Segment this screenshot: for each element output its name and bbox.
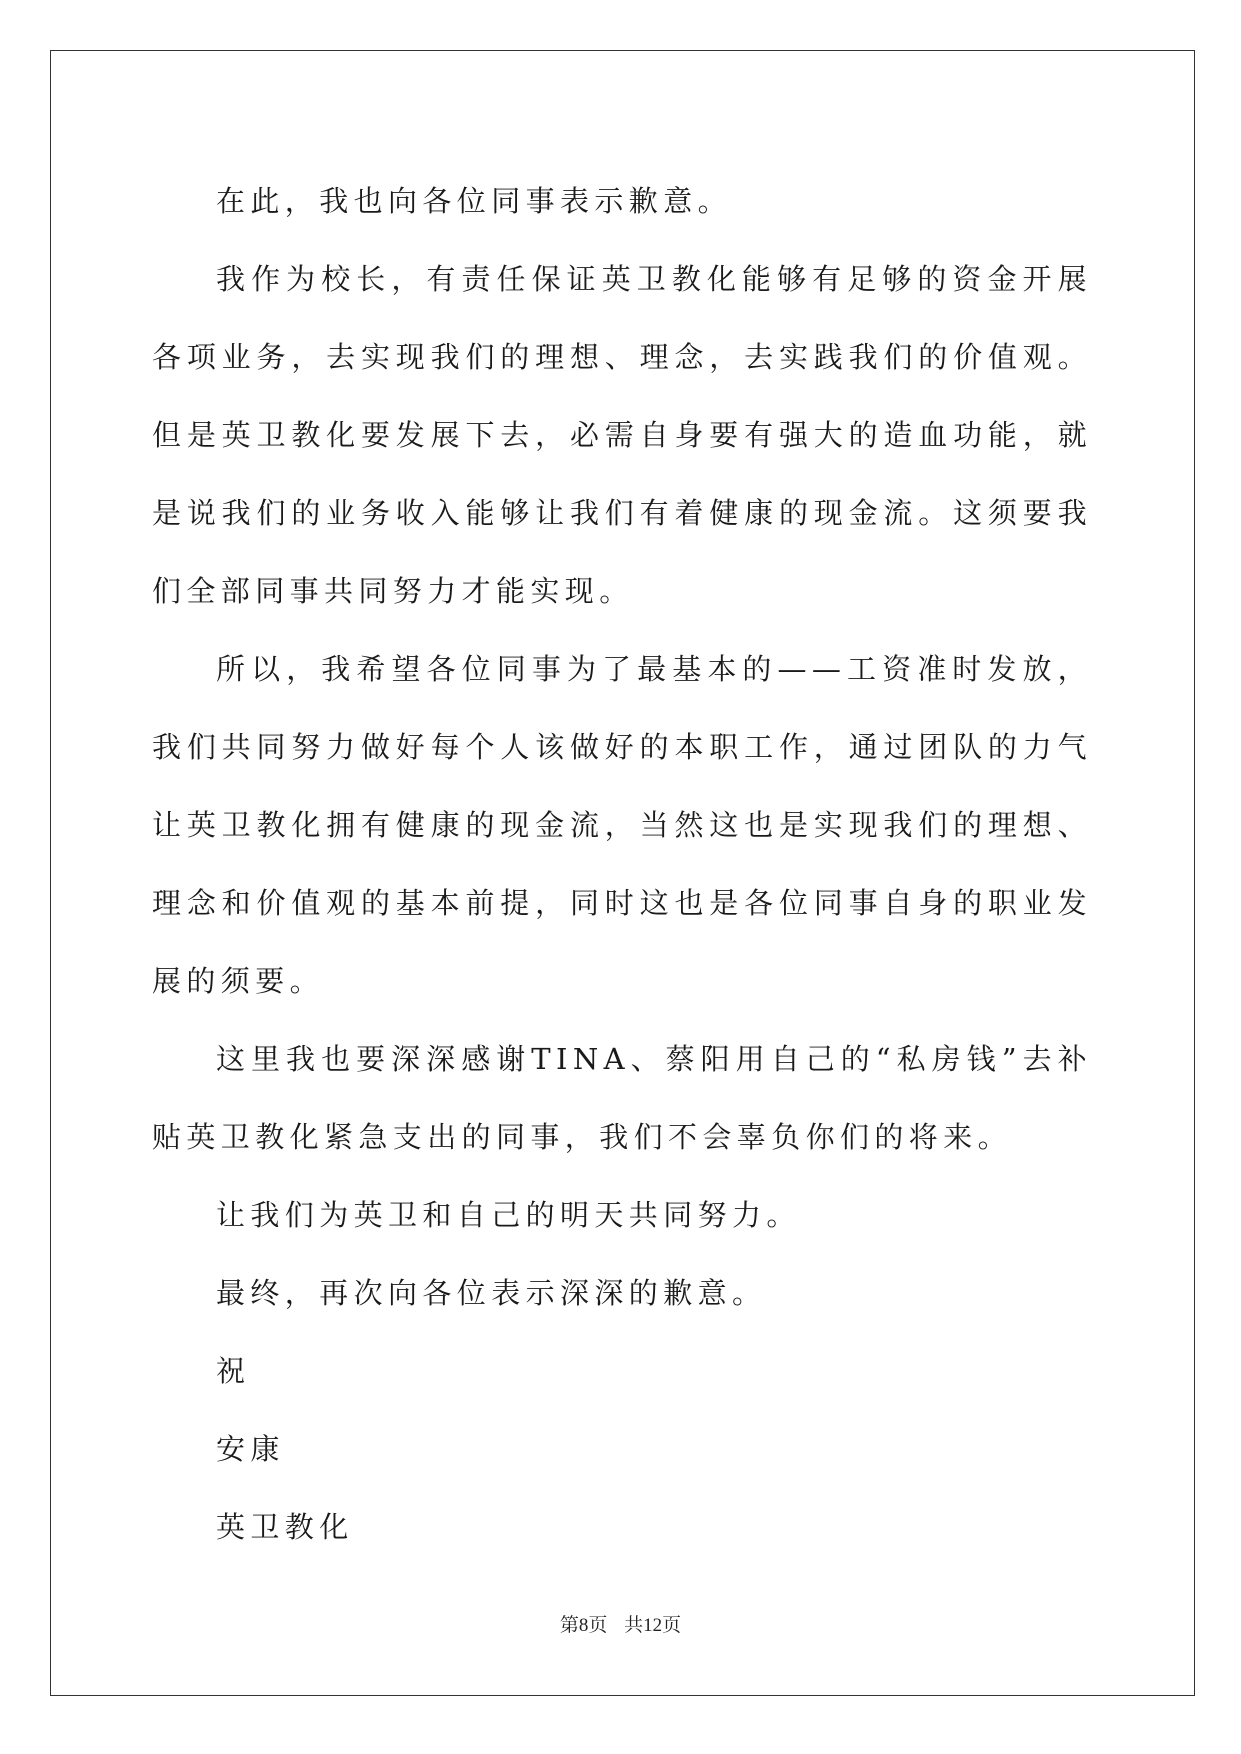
paragraph-apology: 在此，我也向各位同事表示歉意。 xyxy=(216,184,733,218)
closing-wish: 安康 xyxy=(216,1432,285,1466)
paragraph-together: 让我们为英卫和自己的明天共同努力。 xyxy=(216,1198,801,1232)
page-number-current: 第8页 xyxy=(559,1615,608,1636)
page-number-total: 共12页 xyxy=(624,1615,682,1636)
paragraph-thanks: 这里我也要深深感谢TINA、蔡阳用自己的“私房钱”去补贴英卫教化紧急支出的同事，我们不会辜负你们的将来。 xyxy=(152,1042,1092,1154)
letter-body xyxy=(152,162,1092,1566)
page-footer xyxy=(0,1610,1241,1637)
paragraph-hope: 所以，我希望各位同事为了最基本的——工资准时发放，我们共同努力做好每个人该做好的本职工作，通过团队的力气让英卫教化拥有健康的现金流，当然这也是实现我们的理想、理念和价值观的基本前提，同时这也是各位同事自身的职业发展的须要。 xyxy=(152,652,1092,998)
signature: 英卫教化 xyxy=(216,1510,354,1544)
paragraph-funding: 我作为校长，有责任保证英卫教化能够有足够的资金开展各项业务，去实现我们的理想、理念，去实践我们的价值观。但是英卫教化要发展下去，必需自身要有强大的造血功能，就是说我们的业务收入能够让我们有着健康的现金流。这须要我们全部同事共同努力才能实现。 xyxy=(152,262,1092,608)
closing-greeting: 祝 xyxy=(216,1354,251,1388)
paragraph-final-apology: 最终，再次向各位表示深深的歉意。 xyxy=(216,1276,767,1310)
